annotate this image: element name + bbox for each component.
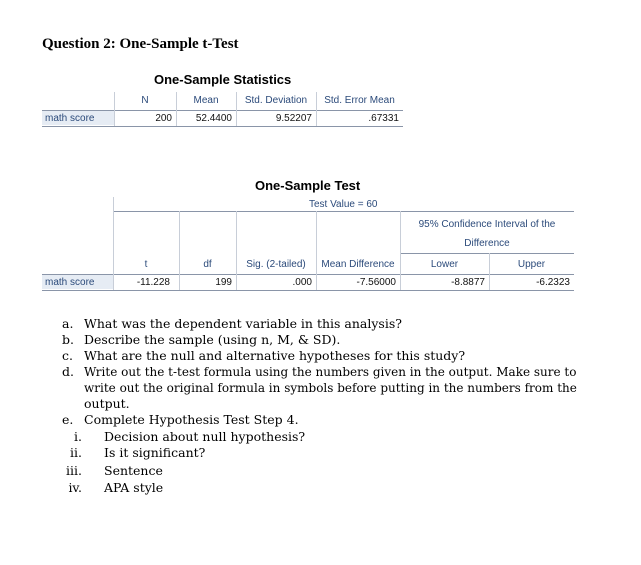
test-header-lower: Lower	[430, 259, 459, 270]
test-header-sig: Sig. (2-tailed)	[246, 259, 306, 270]
stats-header-rule	[42, 110, 403, 111]
ci-header-line2: Difference	[464, 238, 510, 249]
ci-rule	[400, 253, 574, 254]
ci-header-line1: 95% Confidence Interval of the	[418, 219, 556, 230]
stats-row-label: math score	[45, 113, 95, 124]
test-value-df: 199	[215, 277, 232, 288]
stats-header-std-error-mean: Std. Error Mean	[324, 95, 395, 106]
question-a-text: What was the dependent variable in this analysis?	[84, 316, 402, 331]
subquestion-iii-text: Sentence	[104, 463, 163, 478]
stats-header-mean: Mean	[193, 95, 219, 106]
test-value-rule	[113, 211, 574, 212]
question-d-line-3: output.	[84, 396, 130, 411]
stats-value-n: 200	[155, 113, 172, 124]
question-d-line-2: write out the original formula in symbols before putting in the numbers from the	[84, 381, 577, 395]
stats-header-n: N	[141, 95, 149, 106]
test-header-mean-difference: Mean Difference	[321, 259, 395, 270]
question-e-text: Complete Hypothesis Test Step 4.	[84, 412, 299, 427]
question-d-line-1: Write out the t-test formula using the numbers given in the output. Make sure to	[84, 365, 577, 379]
test-header-df: df	[203, 259, 212, 270]
question-e-marker: e.	[62, 412, 74, 427]
stats-value-std-deviation: 9.52207	[275, 113, 312, 124]
test-bottom-rule	[42, 290, 574, 291]
test-value-header: Test Value = 60	[309, 199, 378, 210]
test-header-t: t	[144, 259, 148, 270]
stats-value-mean: 52.4400	[195, 113, 232, 124]
test-value-upper: -6.2323	[536, 277, 570, 288]
question-c-marker: c.	[62, 348, 73, 363]
stats-bottom-rule	[42, 126, 403, 127]
subquestion-ii-text: Is it significant?	[104, 445, 206, 460]
question-d-marker: d.	[62, 364, 74, 379]
subquestion-i-text: Decision about null hypothesis?	[104, 429, 306, 444]
subquestion-iii-marker: iii.	[66, 463, 82, 478]
test-value-mean-difference: -7.56000	[356, 277, 396, 288]
test-value-lower: -8.8877	[451, 277, 485, 288]
subquestion-iv-text: APA style	[104, 480, 164, 495]
test-table-title: One-Sample Test	[255, 178, 361, 193]
subquestion-i-marker: i.	[74, 429, 82, 444]
question-c-text: What are the null and alternative hypotheses for this study?	[84, 348, 466, 363]
subquestion-ii-marker: ii.	[70, 445, 82, 460]
stats-header-std-deviation: Std. Deviation	[244, 95, 308, 106]
test-header-rule	[42, 274, 574, 275]
question-b-marker: b.	[62, 332, 74, 347]
question-a-marker: a.	[62, 316, 74, 331]
question-title: Question 2: One-Sample t-Test	[42, 36, 239, 52]
stats-value-std-error-mean: .67331	[368, 113, 399, 124]
test-row-label: math score	[45, 277, 95, 288]
subquestion-iv-marker: iv.	[68, 480, 82, 495]
stats-table-title: One-Sample Statistics	[154, 72, 292, 87]
question-b-text: Describe the sample (using n, M, & SD).	[84, 332, 341, 347]
test-value-t: -11.228	[136, 277, 170, 288]
test-header-upper: Upper	[517, 259, 546, 270]
test-value-sig: .000	[292, 277, 312, 288]
